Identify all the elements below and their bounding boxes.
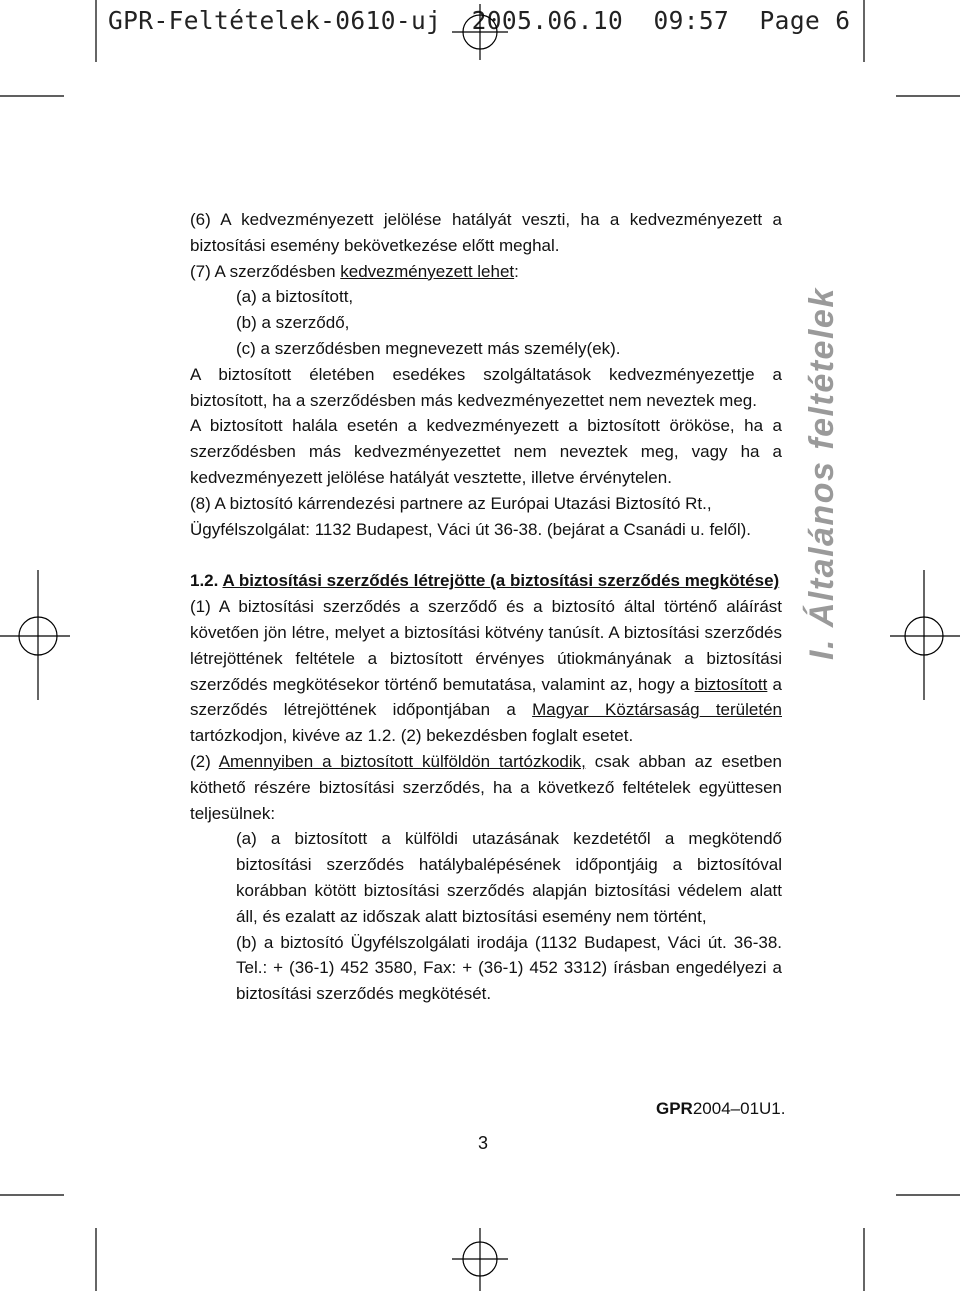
s2-part-a: (2) bbox=[190, 751, 219, 771]
paragraph-6: (6) A kedvezményezett jelölése hatályát veszti, ha a kedvezményezett a biztosítási esemény bekövetkezése előtt meghal. bbox=[190, 210, 782, 255]
p7-underlined: kedvezményezett lehet bbox=[340, 261, 515, 281]
paragraph-life: A biztosított életében esedékes szolgáltatások kedvezményezettje a biztosított, ha a szerződésben más kedvezményezettet nem neveztek meg. bbox=[190, 364, 782, 410]
page-number: 3 bbox=[478, 1133, 489, 1153]
paragraph-death: A biztosított halála esetén a kedvezményezett a biztosított örököse, ha a szerződésben más kedvezményezettet nem neveztek meg, vagy ha a kedvezményezett jelölése hatályát vesztette, illetve érvénytelen. bbox=[190, 416, 782, 487]
slug-page: Page 6 bbox=[759, 6, 851, 35]
slug-date: 2005.06.10 bbox=[471, 6, 624, 35]
section-paragraph-1 bbox=[190, 594, 782, 749]
registration-mark-top bbox=[452, 4, 508, 60]
s2-part-b: csak abban az esetben köthető részére biztosítási szerződés, ha a következő feltételek együttesen teljesülnek: bbox=[190, 751, 782, 823]
section-heading bbox=[190, 568, 782, 594]
s2-underlined: Amennyiben a biztosított külföldön tartózkodik, bbox=[218, 751, 586, 771]
condition-item-b: (b) a biztosító Ügyfélszolgálati irodája (1132 Budapest, Váci út. 36-38. Tel.: + (36-1) 452 3580, Fax: + (36-1) 452 3312) írásban engedélyezi a biztosítási szerződés megkötését. bbox=[236, 932, 782, 1004]
slug-time: 09:57 bbox=[653, 6, 730, 35]
heading-number: 1.2. bbox=[190, 571, 223, 591]
spacer bbox=[190, 542, 782, 568]
paragraph-7 bbox=[190, 259, 782, 285]
paragraph-8-line-2: Ügyfélszolgálat: 1132 Budapest, Váci út 36-38. (bejárat a Csanádi u. felől). bbox=[190, 519, 752, 539]
list-item-b: (b) a szerződő, bbox=[236, 313, 350, 333]
list-item-a: (a) a biztosított, bbox=[236, 287, 354, 307]
main-body bbox=[190, 207, 782, 1007]
s1-underlined-1: biztosított bbox=[694, 674, 768, 694]
slug-file: GPR-Feltételek-0610-uj bbox=[108, 6, 442, 35]
registration-mark-right bbox=[890, 570, 960, 700]
p7-suffix: : bbox=[514, 261, 519, 281]
code-version: 2004–01U1. bbox=[692, 1099, 786, 1118]
s1-underlined-2: Magyar Köztársaság területén bbox=[532, 700, 782, 720]
registration-mark-left bbox=[0, 570, 70, 700]
p7-prefix: (7) A szerződésben bbox=[190, 261, 341, 281]
registration-mark-bottom bbox=[452, 1228, 508, 1291]
document-code bbox=[656, 1099, 785, 1119]
heading-text: A biztosítási szerződés létrejötte (a biztosítási szerződés megkötése) bbox=[222, 571, 780, 591]
s1-part-b: a szerződés létrejöttének időpontjában a bbox=[190, 674, 782, 720]
list-item-c: (c) a szerződésben megnevezett más személy(ek). bbox=[236, 338, 621, 358]
s1-part-a: (1) A biztosítási szerződés a szerződő és a biztosító által történő aláírást követően jön létre, melyet a biztosítási kötvény tanúsít. A biztosítási szerződés létrejöttének feltétele a biztosított érvényes útiokmányának a biztosítási szerződés megkötésekor történő bemutatása, valamint az, hogy a bbox=[190, 597, 782, 694]
condition-item-a: (a) a biztosított a külföldi utazásának kezdetétől a megkötendő biztosítási szerződés hatálybalépésének időpontjáig a biztosítóval korábban kötött biztosítási szerződés alapján biztosítási védelem alatt áll, és ezalatt az időszak alatt biztosítási esemény nem történt, bbox=[236, 829, 782, 926]
section-side-title: I. Általános feltételek bbox=[803, 287, 841, 660]
s1-part-c: tartózkodjon, kivéve az 1.2. (2) bekezdésben foglalt esetet. bbox=[190, 726, 634, 746]
paragraph-8-line-1: (8) A biztosító kárrendezési partnere az Európai Utazási Biztosító Rt., bbox=[190, 493, 712, 513]
code-brand: GPR bbox=[656, 1099, 693, 1118]
section-paragraph-2 bbox=[190, 749, 782, 826]
